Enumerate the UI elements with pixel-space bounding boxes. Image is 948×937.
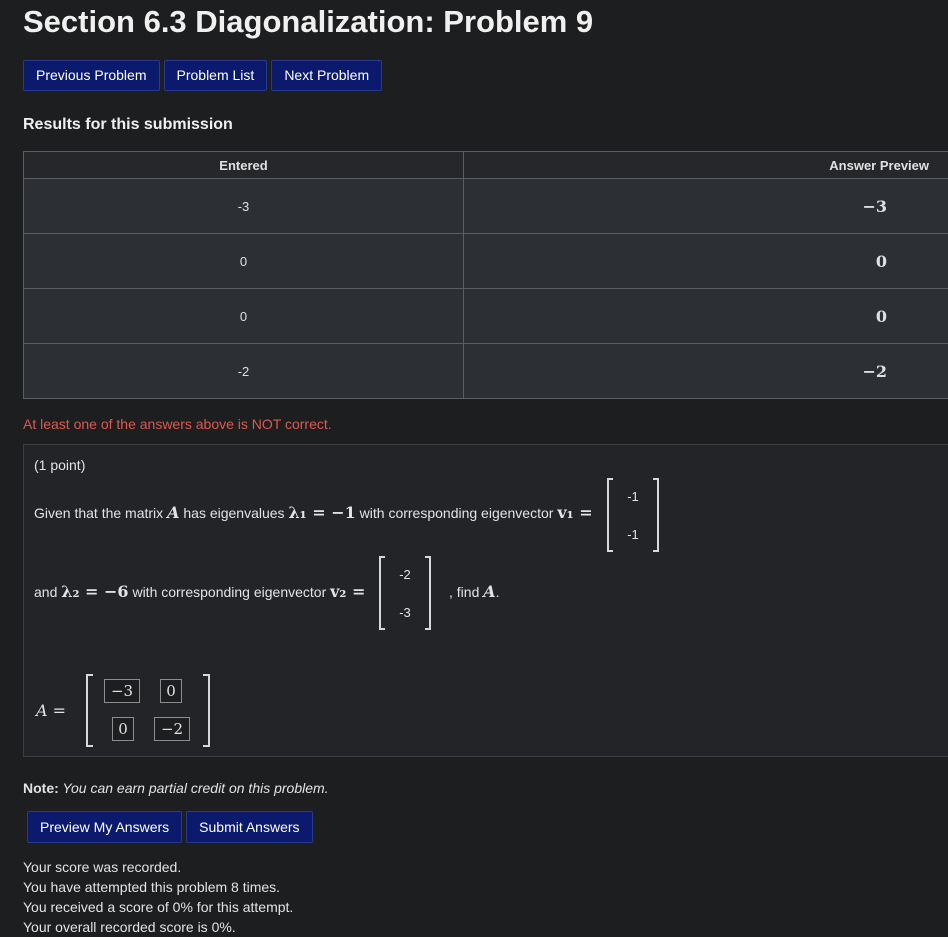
matrix-symbol: A <box>483 582 496 601</box>
right-bracket <box>425 556 431 630</box>
lambda1-math: λ₁ = −1 <box>288 503 356 522</box>
table-row <box>24 179 948 234</box>
score-line: You received a score of 0% for this attempt. <box>23 899 294 915</box>
v1-label-math: v₁ = <box>557 503 593 522</box>
v2-label-math: v₂ = <box>330 582 366 601</box>
table-row <box>24 289 948 344</box>
eigenvector-v1 <box>607 478 659 552</box>
answer-input-1-1[interactable]: −3 <box>104 679 140 703</box>
answer-input-2-2[interactable]: −2 <box>154 717 190 741</box>
points-label: (1 point) <box>34 457 86 473</box>
answer-matrix <box>86 674 210 747</box>
entered-cell: 0 <box>24 234 464 289</box>
right-bracket <box>203 674 210 747</box>
preview-cell: −2 <box>464 344 948 399</box>
answer-actions <box>27 811 313 843</box>
note-label: Note: <box>23 780 59 796</box>
problem-body <box>23 444 948 757</box>
statement-text: Given that the matrix <box>34 505 168 521</box>
statement-text: with corresponding eigenvector <box>355 505 558 521</box>
table-row <box>24 344 948 399</box>
v1-entry-2: -1 <box>627 527 639 542</box>
lambda2-math: λ₂ = −6 <box>61 582 129 601</box>
results-heading: Results for this submission <box>23 116 233 133</box>
preview-answers-button[interactable]: Preview My Answers <box>27 811 182 843</box>
v2-entry-2: -3 <box>399 605 411 620</box>
v1-entry-1: -1 <box>627 489 639 504</box>
problem-list-button[interactable]: Problem List <box>164 60 268 91</box>
left-bracket <box>86 674 93 747</box>
page-title: Section 6.3 Diagonalization: Problem 9 <box>23 4 594 39</box>
submit-answers-button[interactable]: Submit Answers <box>186 811 312 843</box>
problem-statement-line-2 <box>34 582 365 601</box>
v2-entry-1: -2 <box>399 567 411 582</box>
statement-text: . <box>495 584 500 600</box>
score-summary <box>23 857 293 937</box>
preview-cell: −3 <box>464 179 948 234</box>
statement-text: and <box>34 584 62 600</box>
right-bracket <box>653 478 659 552</box>
results-table <box>23 151 948 399</box>
preview-cell: 0 <box>464 234 948 289</box>
find-a-text <box>449 582 500 601</box>
statement-text: with corresponding eigenvector <box>128 584 331 600</box>
partial-credit-note <box>23 780 329 796</box>
statement-text: , find <box>449 584 484 600</box>
score-line: Your score was recorded. <box>23 859 182 875</box>
problem-statement-line-1 <box>34 503 593 522</box>
answer-input-1-2[interactable]: 0 <box>160 679 182 703</box>
previous-problem-button[interactable]: Previous Problem <box>23 60 160 91</box>
entered-cell: -3 <box>24 179 464 234</box>
answer-matrix-label: A = <box>36 701 67 720</box>
eigenvector-v2 <box>379 556 431 630</box>
table-row <box>24 234 948 289</box>
entered-cell: 0 <box>24 289 464 344</box>
preview-column-header: Answer Preview <box>464 152 948 179</box>
score-line: Your overall recorded score is 0%. <box>23 919 236 935</box>
matrix-symbol: A <box>167 503 180 522</box>
note-text: You can earn partial credit on this problem. <box>58 780 329 796</box>
results-header-row <box>24 152 948 179</box>
preview-cell: 0 <box>464 289 948 344</box>
incorrect-warning: At least one of the answers above is NOT correct. <box>23 416 332 432</box>
entered-column-header: Entered <box>24 152 464 179</box>
entered-cell: -2 <box>24 344 464 399</box>
next-problem-button[interactable]: Next Problem <box>271 60 382 91</box>
answer-input-2-1[interactable]: 0 <box>112 717 134 741</box>
score-line: You have attempted this problem 8 times. <box>23 879 281 895</box>
statement-text: has eigenvalues <box>179 505 289 521</box>
problem-nav <box>23 60 382 91</box>
